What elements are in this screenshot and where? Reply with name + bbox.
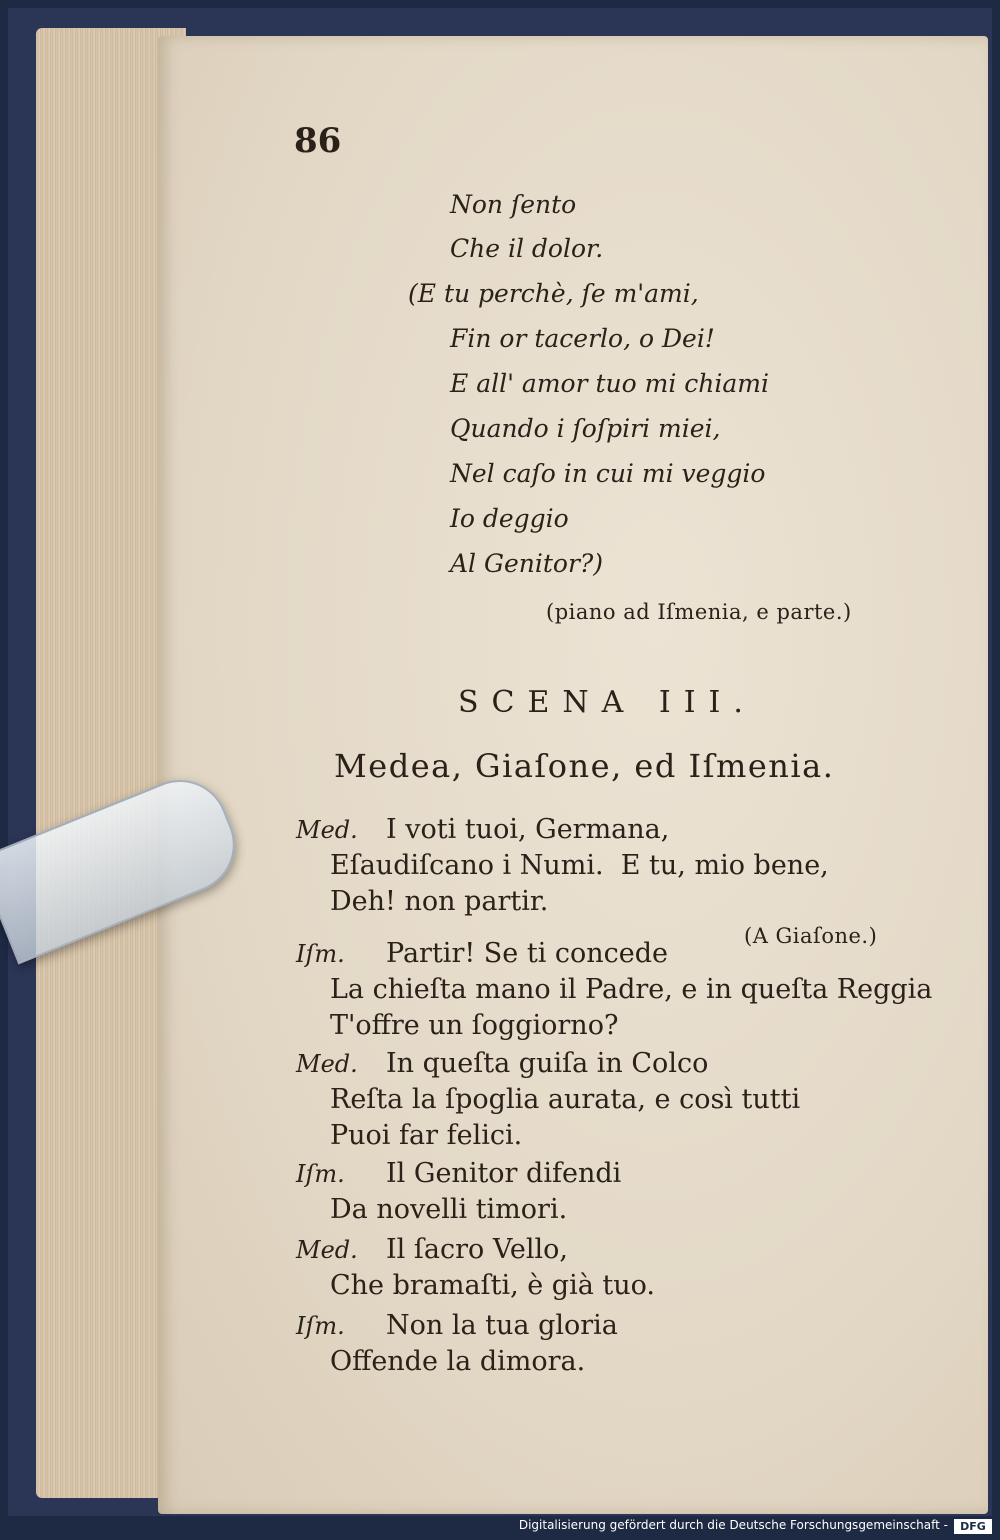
verse-line: Al Genitor?) <box>450 549 604 578</box>
dfg-logo: DFG <box>954 1519 992 1534</box>
book-page <box>158 36 988 1514</box>
dialogue-line: Offende la dimora. <box>330 1346 586 1377</box>
scene-heading: SCENA III. <box>458 685 756 720</box>
speaker-label: Iſm. <box>296 1160 345 1188</box>
verse-line: Quando i ſoſpiri miei, <box>450 414 721 443</box>
dialogue-line: Eſaudiſcano i Numi. E tu, mio bene, <box>330 850 829 881</box>
dialogue-line: Il ſacro Vello, <box>386 1234 568 1265</box>
speaker-label: Iſm. <box>296 1312 345 1340</box>
verse-line: Nel caſo in cui mi veggio <box>450 459 766 488</box>
verse-line: Io deggio <box>450 504 569 533</box>
dialogue-line: Da novelli timori. <box>330 1194 568 1225</box>
dialogue-line: Reſta la ſpoglia aurata, e così tutti <box>330 1084 801 1115</box>
speaker-label: Med. <box>296 1236 358 1264</box>
speaker-label: Iſm. <box>296 940 345 968</box>
dialogue-line: I voti tuoi, Germana, <box>386 814 670 845</box>
dialogue-line: Deh! non partir. <box>330 886 549 917</box>
verse-line: Non ſento <box>450 190 577 219</box>
verse-line: E all' amor tuo mi chiami <box>450 369 769 398</box>
verse-line: Che il dolor. <box>450 234 604 263</box>
dialogue-line: In queſta guiſa in Colco <box>386 1048 709 1079</box>
dialogue-line: La chieſta mano il Padre, e in queſta Reggia <box>330 974 933 1005</box>
dialogue-line: Partir! Se ti concede <box>386 938 669 969</box>
book-scan <box>8 8 992 1516</box>
footer-credit: Digitalisierung gefördert durch die Deutsche Forschungsgemeinschaft - <box>518 1518 948 1532</box>
dialogue-line: Il Genitor difendi <box>386 1158 622 1189</box>
verse-line: (E tu perchè, ſe m'ami, <box>408 279 699 308</box>
speaker-label: Med. <box>296 816 358 844</box>
stage-direction: (A Giaſone.) <box>744 924 878 948</box>
character-list: Medea, Giaſone, ed Iſmenia. <box>334 747 835 785</box>
dialogue-line: Non la tua gloria <box>386 1310 618 1341</box>
dialogue-line: Che bramaſti, è già tuo. <box>330 1270 656 1301</box>
stage-direction: (piano ad Iſmenia, e parte.) <box>546 600 852 624</box>
dialogue-line: T'offre un ſoggiorno? <box>330 1010 619 1041</box>
dialogue-line: Puoi far felici. <box>330 1120 523 1151</box>
verse-line: Fin or tacerlo, o Dei! <box>450 324 715 353</box>
speaker-label: Med. <box>296 1050 358 1078</box>
page-number: 86 <box>294 121 342 161</box>
